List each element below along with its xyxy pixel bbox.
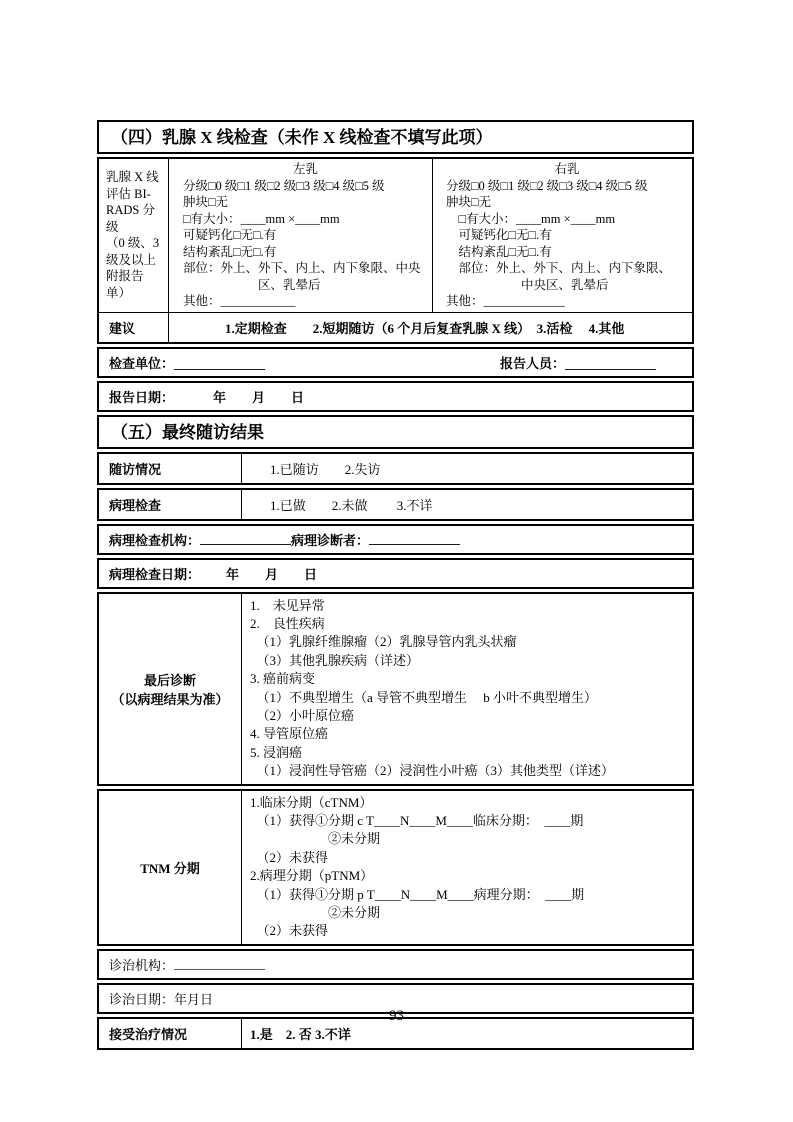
- tnm-options: 1.临床分期（cTNM） （1）获得①分期 c T____N____M____临床分期： ____期 ②未分期 （2）未获得 2.病理分期（pTNM） （1）获得①分期 p T____N____M____病理分期： ____期 ②未分期 （2）未获得: [250, 794, 585, 939]
- treatment-received-options: 1.是 2. 否 3.不详: [250, 1026, 351, 1042]
- report-date-value: 年 月 日: [174, 389, 305, 405]
- right-breast-header: 右乳: [554, 162, 580, 176]
- reporter-blank: ______________: [565, 355, 656, 371]
- advice-options: 1.定期检查 2.短期随访（6 个月后复查乳腺 X 线） 3.活检 4.其他: [225, 320, 625, 336]
- birads-row: [99, 159, 692, 312]
- pathology-date-row: [97, 558, 694, 589]
- pathology-org-label: 病理检查机构：: [109, 532, 201, 548]
- right-breast-cell: [433, 159, 692, 312]
- final-diagnosis-row: [97, 592, 694, 786]
- final-diagnosis-options: 1. 未见异常 2. 良性疾病 （1）乳腺纤维腺瘤（2）乳腺导管内乳头状瘤 （3）其他乳腺疾病（详述） 3. 癌前病变 （1）不典型增生（a 导管不典型增生 b 小叶不典型增生） （2）小叶原位癌 4. 导管原位癌 5. 浸润癌 （1）浸润性导管癌（2）浸润性小叶癌（3）其他类型（详述）: [250, 597, 615, 779]
- tnm-label: TNM 分期: [99, 791, 242, 944]
- followup-label: 随访情况: [99, 454, 242, 483]
- pathology-diagnostician-blank: ______________: [369, 531, 461, 546]
- pathology-org-blank: ______________: [200, 531, 292, 546]
- pathology-date-label: 病理检查日期：: [109, 566, 201, 582]
- final-diagnosis-label: 最后诊断 （以病理结果为准）: [99, 594, 242, 784]
- advice-label: 建议: [99, 313, 169, 342]
- followup-options: 1.已随访 2.失访: [270, 461, 381, 477]
- exam-unit-blank: ______________: [174, 355, 266, 371]
- birads-label: 乳腺 X 线 评估 BI- RADS 分级 （0 级、3 级及以上 附报告 单）: [99, 159, 169, 312]
- report-date-row: [97, 381, 694, 412]
- reporter-label: 报告人员：: [499, 355, 565, 371]
- treatment-date-label: 诊治日期：: [109, 991, 175, 1007]
- page-number: 93: [389, 1008, 404, 1024]
- exam-unit-group: [109, 353, 265, 372]
- left-breast-findings: 分级□0 级□1 级□2 级□3 级□4 级□5 级 肿块□无 □有大小：____mm ×____mm 可疑钙化□无□.有 结构紊乱□无□.有 部位：外上、外下、内上、内下象限、中央 区、乳晕后 其他：____________: [183, 178, 421, 308]
- treatment-date-value: 年月日: [174, 991, 214, 1007]
- treatment-received-label: 接受治疗情况: [99, 1019, 242, 1048]
- treatment-org-blank: ______________: [174, 956, 266, 972]
- pathology-exam-label: 病理检查: [99, 490, 242, 519]
- tnm-staging-row: [97, 789, 694, 946]
- pathology-diagnostician-label: 病理诊断者：: [291, 532, 370, 548]
- pathology-exam-row: [97, 488, 694, 521]
- treatment-org-label: 诊治机构：: [109, 957, 175, 973]
- screening-form: [97, 120, 694, 1053]
- section4-xray-table: [97, 157, 694, 344]
- advice-row: [99, 312, 692, 342]
- left-breast-cell: [169, 159, 433, 312]
- reporter-group: [500, 353, 656, 372]
- section5-title: （五）最终随访结果: [97, 415, 694, 449]
- pathology-date-value: 年 月 日: [200, 566, 318, 582]
- exam-unit-label: 检查单位：: [109, 355, 175, 371]
- report-date-label: 报告日期：: [109, 389, 175, 405]
- exam-unit-row: [97, 347, 694, 378]
- treatment-org-row: [97, 949, 694, 980]
- left-breast-header: 左乳: [292, 162, 318, 176]
- section4-title: （四）乳腺 X 线检查（未作 X 线检查不填写此项）: [97, 120, 694, 154]
- pathology-org-row: [97, 524, 694, 555]
- right-breast-findings: 分级□0 级□1 级□2 级□3 级□4 级□5 级 肿块□无 □有大小：____mm ×____mm 可疑钙化□无□.有 结构紊乱□无□.有 部位：外上、外下、内上、内下象限、 中央区、乳晕后 其他：_____________: [446, 178, 672, 308]
- followup-row: [97, 452, 694, 485]
- pathology-exam-options: 1.已做 2.未做 3.不详: [270, 497, 433, 513]
